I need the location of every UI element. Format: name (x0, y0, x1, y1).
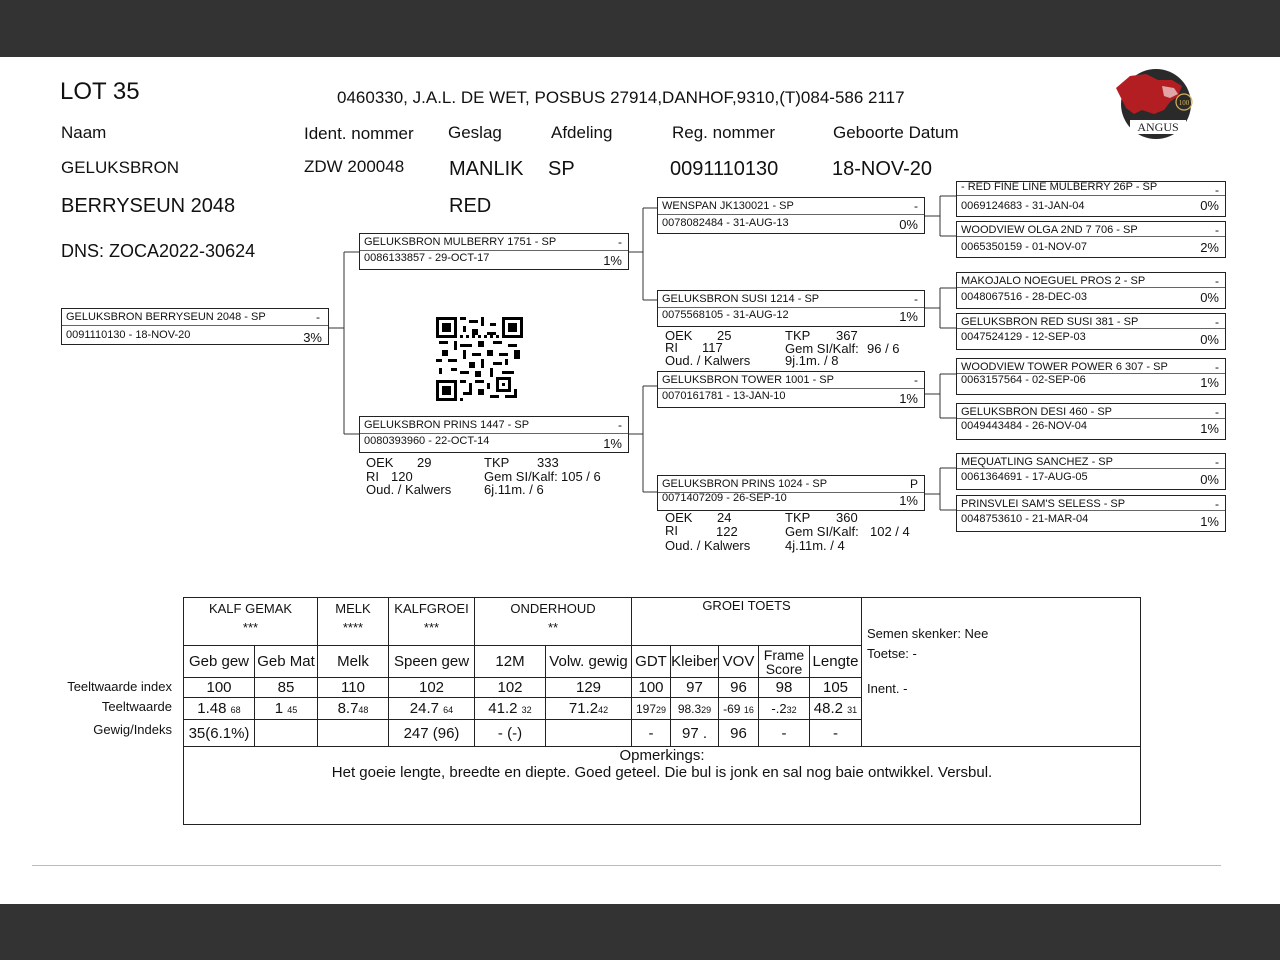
tw-accuracy: 64 (443, 705, 454, 715)
pedigree-mark: - (1215, 315, 1219, 329)
tw-cell (184, 698, 255, 720)
pedigree-gen3-6 (956, 403, 1226, 440)
divider (658, 307, 924, 308)
pedigree-gen3-3 (956, 272, 1226, 309)
pedigree-detail: 0061364691 - 17-AUG-05 (961, 471, 1088, 483)
tw-value: 41.2 (488, 700, 518, 717)
divider (360, 250, 628, 251)
gewig-value: 96 (719, 720, 759, 747)
divider-line (32, 865, 1221, 866)
pedigree-pct: 1% (1200, 421, 1219, 436)
pedigree-detail: 0075568105 - 31-AUG-12 (662, 309, 789, 321)
pedigree-mark: - (1215, 183, 1219, 197)
index-value: 105 (810, 678, 862, 698)
col-header: Geb gew (184, 646, 255, 678)
stat-label: TKP (785, 510, 811, 525)
star-rating: ** (547, 620, 559, 635)
pedigree-dam (359, 416, 629, 453)
col-header: Geb Mat (255, 646, 318, 678)
stat-label: TKP (484, 455, 510, 470)
stat-value: 24 (717, 510, 732, 525)
pedigree-detail: 0091110130 - 18-NOV-20 (66, 329, 191, 341)
pedigree-gen3-1 (956, 181, 1226, 217)
gewig-value (318, 720, 389, 747)
pedigree-detail: 0063157564 - 02-SEP-06 (961, 374, 1086, 386)
remarks-label: Opmerkings: (619, 747, 705, 764)
stat-value: 360 (836, 510, 858, 525)
pedigree-pct: 0% (1200, 332, 1219, 347)
tw-value: 24.7 (409, 700, 439, 717)
pedigree-gen3-2 (956, 221, 1226, 258)
pedigree-pct: 2% (1200, 240, 1219, 255)
stat-label: Gem SI/Kalf: (785, 524, 859, 539)
divider (957, 418, 1225, 419)
group-label: ONDERHOUD (510, 601, 596, 616)
animal-section: SP (548, 158, 575, 180)
gewig-value (546, 720, 632, 747)
stat-label: TKP (785, 328, 811, 343)
stat-value: 4j.11m. / 4 (785, 538, 845, 553)
divider (957, 328, 1225, 329)
pedigree-mark: - (914, 292, 918, 306)
row-label-gewig: Gewig/Indeks (93, 722, 172, 737)
toetse-info: Toetse: - (867, 646, 917, 661)
col-header: Kleiber (671, 646, 719, 678)
pedigree-name: GELUKSBRON BERRYSEUN 2048 - SP (66, 311, 266, 323)
pedigree-detail: 0048067516 - 28-DEC-03 (961, 291, 1087, 303)
pedigree-detail: 0071407209 - 26-SEP-10 (662, 492, 787, 504)
divider (658, 388, 924, 389)
divider (957, 510, 1225, 511)
pedigree-detail: 0069124683 - 31-JAN-04 (961, 200, 1085, 212)
index-value: 98 (759, 678, 810, 698)
col-header: VOV (719, 646, 759, 678)
stat-value: 120 (391, 469, 413, 484)
pedigree-mark: P (909, 477, 918, 491)
breeding-table (183, 597, 1141, 825)
pedigree-name: GELUKSBRON PRINS 1024 - SP (662, 478, 828, 490)
pedigree-name: GELUKSBRON MULBERRY 1751 - SP (364, 236, 557, 248)
tw-cell (546, 698, 632, 720)
stat-label: OEK (366, 455, 394, 470)
pedigree-pct: 0% (1200, 290, 1219, 305)
index-value: 97 (671, 678, 719, 698)
gewig-value (255, 720, 318, 747)
stat-value: 333 (537, 455, 559, 470)
stat-label: Oud. / Kalwers (665, 538, 751, 553)
stat-label: Gem SI/Kalf: (484, 469, 558, 484)
pedigree-detail: 0048753610 - 21-MAR-04 (961, 513, 1089, 525)
stat-value: 367 (836, 328, 858, 343)
tw-accuracy: 16 (743, 704, 754, 715)
breeder-info: 0460330, J.A.L. DE WET, POSBUS 27914,DANHOF,9310,(T)084-586 2117 (337, 88, 905, 107)
gewig-value: 35(6.1%) (184, 720, 255, 747)
stat-value: 29 (417, 455, 432, 470)
tw-cell (255, 698, 318, 720)
gewig-value: - (-) (475, 720, 546, 747)
gewig-value: - (632, 720, 671, 747)
group-groei-toets (632, 598, 862, 646)
pedigree-name: WOODVIEW OLGA 2ND 7 706 - SP (961, 224, 1138, 236)
pedigree-mark: - (1215, 360, 1219, 374)
col-header: Frame Score (759, 646, 810, 678)
tw-accuracy: 42 (598, 705, 609, 715)
pedigree-pct: 0% (1200, 198, 1219, 213)
pedigree-pct: 0% (1200, 472, 1219, 487)
pedigree-detail: 0070161781 - 13-JAN-10 (662, 390, 786, 402)
stat-value: 105 / 6 (561, 469, 601, 484)
pedigree-dam-dam (657, 475, 925, 511)
stat-value: 9j.1m. / 8 (785, 353, 839, 368)
index-value: 102 (475, 678, 546, 698)
gewig-value: - (759, 720, 810, 747)
animal-sex: MANLIK (449, 158, 524, 180)
pedigree-mark: - (1215, 223, 1219, 237)
stat-value: 6j.11m. / 6 (484, 482, 544, 497)
tw-accuracy: 32 (521, 705, 532, 715)
label-geslag: Geslag (448, 123, 502, 142)
stat-label: RI (665, 340, 678, 355)
index-value: 129 (546, 678, 632, 698)
pedigree-name: PRINSVLEI SAM'S SELESS - SP (961, 498, 1126, 510)
stat-label: Oud. / Kalwers (665, 353, 751, 368)
tw-cell (671, 698, 719, 720)
index-value: 85 (255, 678, 318, 698)
tw-value: 98.3 (677, 701, 702, 716)
pedigree-detail: 0078082484 - 31-AUG-13 (662, 217, 789, 229)
pedigree-mark: - (914, 199, 918, 213)
pedigree-pct: 1% (899, 493, 918, 508)
pedigree-mark: - (914, 373, 918, 387)
pedigree-gen3-7 (956, 453, 1226, 490)
tw-cell (632, 698, 671, 720)
group-label: KALF GEMAK (208, 601, 293, 616)
stat-value: 102 / 4 (870, 524, 910, 539)
label-naam: Naam (61, 123, 107, 142)
svg-text:100: 100 (1178, 99, 1190, 107)
group-kalfgroei (389, 598, 475, 646)
animal-dob: 18-NOV-20 (832, 158, 933, 180)
pedigree-pct: 1% (1200, 514, 1219, 529)
star-rating: *** (423, 620, 440, 635)
animal-colour: RED (449, 195, 492, 217)
pedigree-mark: - (1215, 274, 1219, 288)
row-label-teeltwaarde: Teeltwaarde (101, 699, 172, 714)
divider (957, 468, 1225, 469)
pedigree-pct: 3% (303, 330, 322, 345)
col-header: Speen gew (389, 646, 475, 678)
index-value: 110 (318, 678, 389, 698)
tw-value: 197 (635, 701, 656, 716)
inent-info: Inent. - (867, 681, 908, 696)
gewig-value: 247 (96) (389, 720, 475, 747)
divider (658, 214, 924, 215)
pedigree-name: WENSPAN JK130021 - SP (662, 200, 794, 212)
svg-text:ANGUS: ANGUS (1137, 120, 1179, 134)
tw-value: 8.7 (337, 700, 359, 717)
tw-accuracy: 29 (656, 704, 667, 715)
animal-reg: 0091110130 (670, 158, 779, 180)
qr-code-graphic (436, 317, 523, 401)
pedigree-name: GELUKSBRON SUSI 1214 - SP (662, 293, 820, 305)
stat-label: RI (665, 523, 678, 538)
stat-label: Gem SI/Kalf: (785, 341, 859, 356)
pedigree-detail: 0049443484 - 26-NOV-04 (961, 420, 1087, 432)
group-label: MELK (335, 601, 371, 616)
tw-value: 71.2 (568, 700, 599, 717)
divider (957, 236, 1225, 237)
label-geboorte: Geboorte Datum (833, 123, 959, 142)
pedigree-sire-sire (657, 197, 925, 234)
divider (957, 287, 1225, 288)
remarks-text: Het goeie lengte, breedte en diepte. Goed geteel. Die bul is jonk en sal nog baie ontwikkel. Versbul. (331, 764, 993, 781)
group-label: GROEI TOETS (702, 598, 791, 613)
stat-label: OEK (665, 328, 693, 343)
pedigree-detail: 0080393960 - 22-OCT-14 (364, 435, 490, 447)
lot-number: LOT 35 (60, 78, 140, 105)
tw-accuracy: 48 (358, 705, 369, 715)
pedigree-dam-sire (657, 371, 925, 408)
tw-cell (389, 698, 475, 720)
qr-code (436, 317, 523, 401)
tw-accuracy: 31 (847, 705, 858, 715)
tw-accuracy: 68 (230, 705, 241, 715)
col-header: Lengte (810, 646, 862, 678)
tw-value: -.2 (771, 701, 787, 716)
pedigree-name: GELUKSBRON PRINS 1447 - SP (364, 419, 530, 431)
pedigree-mark: - (618, 418, 622, 432)
col-header: Melk (318, 646, 389, 678)
pedigree-pct: 0% (899, 217, 918, 232)
group-onderhoud (475, 598, 632, 646)
stat-value: 117 (702, 340, 723, 355)
dns-code: DNS: ZOCA2022-30624 (61, 241, 256, 261)
index-value: 100 (632, 678, 671, 698)
semen-info: Semen skenker: Nee (867, 626, 989, 641)
pedigree-name: GELUKSBRON RED SUSI 381 - SP (961, 316, 1139, 328)
label-afdeling: Afdeling (551, 123, 613, 142)
pedigree-name: WOODVIEW TOWER POWER 6 307 - SP (961, 361, 1168, 373)
pedigree-pct: 1% (603, 436, 622, 451)
pedigree-sire (359, 233, 629, 270)
star-rating: **** (342, 620, 364, 635)
pedigree-pct: 1% (899, 309, 918, 324)
index-value: 102 (389, 678, 475, 698)
pedigree-mark: - (1215, 405, 1219, 419)
tw-cell (719, 698, 759, 720)
divider (62, 325, 328, 326)
col-header: Volw. gewig (546, 646, 632, 678)
pedigree-detail: 0047524129 - 12-SEP-03 (961, 331, 1086, 343)
label-ident: Ident. nommer (304, 124, 414, 143)
stat-label: OEK (665, 510, 693, 525)
stat-value: 25 (717, 328, 732, 343)
col-header: GDT (632, 646, 671, 678)
pedigree-name: - RED FINE LINE MULBERRY 26P - SP (961, 181, 1158, 193)
pedigree-detail: 0065350159 - 01-NOV-07 (961, 241, 1087, 253)
row-label-index: Teeltwaarde index (67, 679, 172, 694)
tw-cell (759, 698, 810, 720)
index-value: 100 (184, 678, 255, 698)
col-header: 12M (475, 646, 546, 678)
group-label: KALFGROEI (394, 601, 469, 616)
pedigree-mark: - (1215, 497, 1219, 511)
group-kalf-gemak (184, 598, 318, 646)
divider (957, 195, 1225, 196)
stat-value: 122 (716, 524, 738, 539)
tw-cell (318, 698, 389, 720)
label-reg: Reg. nommer (672, 123, 775, 142)
pedigree-mark: - (316, 310, 320, 324)
stat-label: Oud. / Kalwers (366, 482, 452, 497)
info-panel (862, 598, 1141, 747)
pedigree-gen3-5 (956, 358, 1226, 395)
animal-name: BERRYSEUN 2048 (61, 195, 236, 217)
star-rating: *** (242, 620, 259, 635)
pedigree-sire-dam (657, 290, 925, 327)
animal-prefix: GELUKSBRON (61, 158, 180, 177)
group-melk (318, 598, 389, 646)
tw-accuracy: 45 (287, 705, 298, 715)
remarks-cell (184, 747, 1141, 825)
tw-value: 1 (274, 700, 284, 717)
pedigree-gen3-4 (956, 313, 1226, 350)
gewig-value: - (810, 720, 862, 747)
divider (360, 433, 628, 434)
pedigree-name: MEQUATLING SANCHEZ - SP (961, 456, 1113, 468)
tw-value: 1.48 (197, 700, 227, 717)
pedigree-pct: 1% (603, 253, 622, 268)
gewig-value: 97 . (671, 720, 719, 747)
pedigree-pct: 1% (1200, 375, 1219, 390)
index-value: 96 (719, 678, 759, 698)
tw-accuracy: 32 (786, 705, 797, 715)
animal-ident: ZDW 200048 (304, 157, 405, 176)
tw-cell (475, 698, 546, 720)
pedigree-pct: 1% (899, 391, 918, 406)
pedigree-name: GELUKSBRON DESI 460 - SP (961, 406, 1112, 418)
tw-value: -69 (723, 701, 741, 716)
tw-value: 48.2 (813, 700, 843, 717)
pedigree-name: GELUKSBRON TOWER 1001 - SP (662, 374, 834, 386)
pedigree-mark: - (1215, 455, 1219, 469)
pedigree-gen3-8 (956, 495, 1226, 532)
pedigree-mark: - (618, 235, 622, 249)
tw-accuracy: 29 (701, 704, 712, 715)
pedigree-name: MAKOJALO NOEGUEL PROS 2 - SP (961, 275, 1146, 287)
pedigree-self (61, 308, 329, 345)
tw-cell (810, 698, 862, 720)
stat-value: 96 / 6 (867, 341, 900, 356)
stat-label: RI (366, 469, 379, 484)
pedigree-detail: 0086133857 - 29-OCT-17 (364, 252, 490, 264)
